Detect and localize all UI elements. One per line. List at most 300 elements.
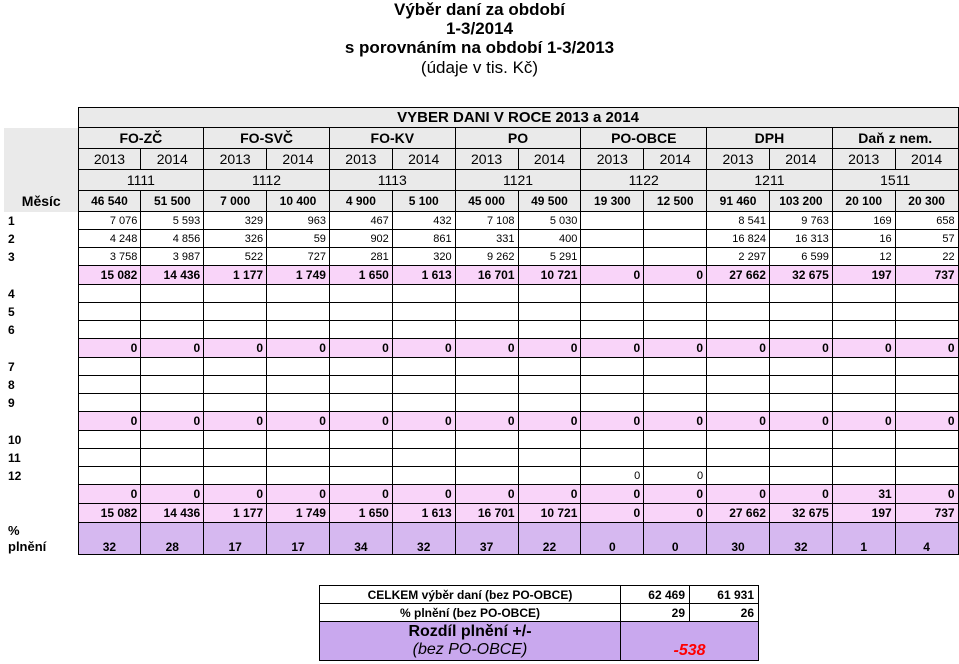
month-cell: 12 [4,467,78,485]
value-cell: 17 [204,523,267,555]
value-cell [78,467,141,485]
value-cell [832,376,895,394]
value-cell: 0 [329,339,392,358]
value-cell [644,285,707,303]
value-cell: 0 [581,523,644,555]
month-label: Měsíc [4,191,78,212]
month-row [4,394,958,412]
value-cell: 522 [204,248,267,266]
value-cell: 31 [832,485,895,504]
value-cell: 0 [581,412,644,431]
value-cell [204,376,267,394]
value-cell: 1 177 [204,504,267,523]
value-cell [329,321,392,339]
value-cell [581,321,644,339]
table-heading-row [4,108,958,128]
year-header: 2014 [518,149,581,170]
value-cell: 0 [267,339,330,358]
value-cell: 0 [78,412,141,431]
year-header: 2014 [644,149,707,170]
value-cell [267,321,330,339]
value-cell [267,467,330,485]
month-cell: 9 [4,394,78,412]
value-cell: 0 [769,412,832,431]
value-cell: 0 [581,339,644,358]
value-cell [707,431,770,449]
value-cell: 331 [455,230,518,248]
value-cell: 5 593 [141,212,204,230]
value-cell [832,467,895,485]
value-cell [392,467,455,485]
value-cell: 14 436 [141,504,204,523]
value-cell [707,394,770,412]
value-cell [455,394,518,412]
summary-row-percent [320,604,759,622]
value-cell [78,431,141,449]
month-cell: 3 [4,248,78,266]
value-cell: 0 [267,412,330,431]
value-cell [769,358,832,376]
value-cell [392,394,455,412]
value-cell [329,449,392,467]
value-cell [581,376,644,394]
value-cell: 0 [392,412,455,431]
value-cell [141,321,204,339]
month-cell: 10 [4,431,78,449]
value-cell [455,431,518,449]
value-cell: 9 763 [769,212,832,230]
month-row [4,285,958,303]
value-cell: 0 [895,485,958,504]
value-cell: 1 613 [392,266,455,285]
value-cell [644,212,707,230]
year-header: 2013 [707,149,770,170]
value-cell: 0 [832,339,895,358]
value-cell [267,303,330,321]
month-cell: % plnění [4,523,78,555]
group-header: PO [455,128,581,149]
value-cell [204,321,267,339]
value-cell [78,285,141,303]
value-cell: 0 [204,412,267,431]
report-units: (údaje v tis. Kč) [420,58,539,77]
value-cell [895,321,958,339]
value-cell [518,358,581,376]
budget-row [4,191,958,212]
value-cell: 0 [644,266,707,285]
value-cell: 197 [832,266,895,285]
value-cell [518,303,581,321]
value-cell: 4 856 [141,230,204,248]
value-cell [329,303,392,321]
value-cell [518,449,581,467]
value-cell [644,394,707,412]
value-cell: 861 [392,230,455,248]
value-cell: 432 [392,212,455,230]
summary-row-total [320,586,759,604]
value-cell: 3 758 [78,248,141,266]
value-cell [267,376,330,394]
value-cell: 0 [581,266,644,285]
value-cell: 14 436 [141,266,204,285]
month-row [4,376,958,394]
year-header: 2014 [769,149,832,170]
value-cell [832,303,895,321]
value-cell: 0 [141,485,204,504]
summary-value-2013: 62 469 [621,586,690,604]
value-cell [518,467,581,485]
value-cell [329,285,392,303]
value-cell: 0 [895,412,958,431]
value-cell: 32 [78,523,141,555]
budget-cell: 7 000 [204,191,267,212]
value-cell [455,467,518,485]
summary-row-difference [320,622,759,661]
value-cell [392,431,455,449]
value-cell [895,303,958,321]
year-header: 2013 [204,149,267,170]
value-cell [644,303,707,321]
summary-value-2014: 26 [690,604,759,622]
value-cell: 0 [141,412,204,431]
value-cell [267,394,330,412]
month-cell: 4 [4,285,78,303]
value-cell [644,376,707,394]
difference-number: -538 [673,642,706,659]
value-cell [455,358,518,376]
year-header: 2013 [832,149,895,170]
value-cell [267,431,330,449]
month-row [4,303,958,321]
budget-cell: 91 460 [707,191,770,212]
value-cell [78,376,141,394]
value-cell [204,449,267,467]
value-cell [204,431,267,449]
value-cell [78,321,141,339]
value-cell: 27 662 [707,266,770,285]
report-title-line1: Výběr daní za období [394,0,565,19]
sum-row [4,485,958,504]
code-header: 1511 [832,170,958,191]
corner-cell [4,149,78,170]
value-cell: 0 [329,485,392,504]
value-cell: 32 675 [769,266,832,285]
month-cell: 8 [4,376,78,394]
value-cell: 16 [832,230,895,248]
month-cell: 5 [4,303,78,321]
value-cell: 467 [329,212,392,230]
sum-row [4,412,958,431]
value-cell: 0 [832,412,895,431]
budget-cell: 49 500 [518,191,581,212]
month-row [4,449,958,467]
code-header: 1111 [78,170,204,191]
year-header: 2014 [895,149,958,170]
value-cell [707,467,770,485]
value-cell [392,321,455,339]
value-cell [832,449,895,467]
value-cell: 0 [644,412,707,431]
value-cell: 169 [832,212,895,230]
value-cell [707,376,770,394]
value-cell [204,285,267,303]
group-header: FO-ZČ [78,128,204,149]
value-cell: 329 [204,212,267,230]
value-cell [204,358,267,376]
value-cell: 0 [707,485,770,504]
value-cell [581,431,644,449]
budget-cell: 10 400 [267,191,330,212]
value-cell [518,376,581,394]
value-cell: 15 082 [78,504,141,523]
value-cell [707,321,770,339]
value-cell [769,303,832,321]
value-cell: 737 [895,266,958,285]
value-cell [267,358,330,376]
year-row [4,149,958,170]
value-cell [141,303,204,321]
value-cell [832,431,895,449]
group-header: FO-KV [329,128,455,149]
value-cell: 1 749 [267,504,330,523]
year-header: 2014 [141,149,204,170]
value-cell: 658 [895,212,958,230]
month-cell: 11 [4,449,78,467]
year-header: 2013 [78,149,141,170]
value-cell [644,230,707,248]
value-cell [455,376,518,394]
value-cell: 1 177 [204,266,267,285]
year-header: 2013 [329,149,392,170]
value-cell [204,394,267,412]
report-title-line3: s porovnáním na období 1-3/2013 [344,38,615,57]
value-cell [581,358,644,376]
value-cell: 0 [78,339,141,358]
value-cell: 400 [518,230,581,248]
budget-cell: 46 540 [78,191,141,212]
value-cell [329,358,392,376]
value-cell: 30 [707,523,770,555]
value-cell [769,449,832,467]
corner-cell [4,128,78,149]
value-cell: 737 [895,504,958,523]
value-cell [644,449,707,467]
value-cell: 32 675 [769,504,832,523]
value-cell [329,376,392,394]
month-row [4,358,958,376]
month-cell: 2 [4,230,78,248]
value-cell [895,467,958,485]
value-cell: 0 [644,467,707,485]
value-cell: 22 [518,523,581,555]
group-header: FO-SVČ [204,128,330,149]
value-cell: 16 701 [455,504,518,523]
value-cell [518,285,581,303]
value-cell [895,431,958,449]
value-cell [455,321,518,339]
code-header: 1211 [707,170,833,191]
tax-table [4,107,959,555]
value-cell: 10 721 [518,504,581,523]
value-cell: 0 [455,412,518,431]
month-row [4,467,958,485]
value-cell [769,321,832,339]
value-cell: 0 [581,485,644,504]
month-row [4,321,958,339]
summary-value-2013: 29 [621,604,690,622]
value-cell [769,285,832,303]
value-cell: 5 291 [518,248,581,266]
value-cell: 10 721 [518,266,581,285]
value-cell: 902 [329,230,392,248]
value-cell: 197 [832,504,895,523]
value-cell: 1 650 [329,504,392,523]
value-cell: 6 599 [769,248,832,266]
value-cell: 326 [204,230,267,248]
value-cell: 57 [895,230,958,248]
value-cell [707,449,770,467]
value-cell [581,248,644,266]
value-cell [392,285,455,303]
value-cell: 0 [518,412,581,431]
value-cell [141,358,204,376]
value-cell: 0 [769,339,832,358]
value-cell: 0 [392,339,455,358]
code-row [4,170,958,191]
summary-table [319,585,759,661]
value-cell: 281 [329,248,392,266]
value-cell [392,376,455,394]
value-cell [707,303,770,321]
value-cell: 16 824 [707,230,770,248]
value-cell [832,285,895,303]
value-cell: 34 [329,523,392,555]
value-cell [78,358,141,376]
value-cell: 16 701 [455,266,518,285]
month-cell [4,504,78,523]
value-cell: 0 [329,412,392,431]
month-cell: 1 [4,212,78,230]
value-cell [644,321,707,339]
tot-row [4,504,958,523]
month-cell [4,485,78,504]
value-cell [581,394,644,412]
group-header: DPH [707,128,833,149]
value-cell [769,467,832,485]
budget-cell: 20 100 [832,191,895,212]
value-cell [141,431,204,449]
value-cell [707,285,770,303]
value-cell: 15 082 [78,266,141,285]
value-cell [329,394,392,412]
value-cell [769,376,832,394]
year-header: 2013 [581,149,644,170]
value-cell: 0 [204,339,267,358]
corner-cell [4,170,78,191]
value-cell: 28 [141,523,204,555]
value-cell [769,394,832,412]
value-cell [392,449,455,467]
difference-label-line2: (bez PO-OBCE) [412,641,528,658]
value-cell: 32 [392,523,455,555]
summary-label: % plnění (bez PO-OBCE) [320,604,621,622]
budget-cell: 103 200 [769,191,832,212]
summary-label: CELKEM výběr daní (bez PO-OBCE) [320,586,621,604]
value-cell: 5 030 [518,212,581,230]
value-cell: 32 [769,523,832,555]
value-cell: 0 [644,523,707,555]
value-cell: 0 [581,504,644,523]
pct-row [4,523,958,555]
value-cell [78,394,141,412]
group-row [4,128,958,149]
value-cell: 1 613 [392,504,455,523]
value-cell: 0 [644,485,707,504]
value-cell: 27 662 [707,504,770,523]
month-row [4,248,958,266]
value-cell [518,394,581,412]
value-cell: 0 [392,485,455,504]
value-cell: 0 [267,485,330,504]
value-cell: 0 [455,339,518,358]
value-cell [581,303,644,321]
budget-cell: 5 100 [392,191,455,212]
summary-value-2014: 61 931 [690,586,759,604]
budget-cell: 51 500 [141,191,204,212]
value-cell [707,358,770,376]
value-cell [895,449,958,467]
budget-cell: 12 500 [644,191,707,212]
value-cell [644,358,707,376]
value-cell: 1 749 [267,266,330,285]
month-row [4,212,958,230]
value-cell: 1 650 [329,266,392,285]
budget-cell: 45 000 [455,191,518,212]
value-cell [204,303,267,321]
code-header: 1113 [329,170,455,191]
value-cell: 16 313 [769,230,832,248]
value-cell: 0 [581,467,644,485]
code-header: 1121 [455,170,581,191]
value-cell [518,431,581,449]
value-cell [769,431,832,449]
value-cell: 22 [895,248,958,266]
month-cell [4,339,78,358]
value-cell: 37 [455,523,518,555]
sum-row [4,266,958,285]
value-cell: 0 [707,412,770,431]
value-cell [455,285,518,303]
value-cell: 59 [267,230,330,248]
value-cell [141,285,204,303]
value-cell: 0 [518,485,581,504]
value-cell: 0 [644,339,707,358]
value-cell: 320 [392,248,455,266]
value-cell: 3 987 [141,248,204,266]
value-cell: 2 297 [707,248,770,266]
value-cell [455,449,518,467]
value-cell: 0 [769,485,832,504]
value-cell [895,358,958,376]
value-cell [895,394,958,412]
value-cell: 1 [832,523,895,555]
code-header: 1112 [204,170,330,191]
group-header: Daň z nem. [832,128,958,149]
value-cell [455,303,518,321]
value-cell: 8 541 [707,212,770,230]
budget-cell: 20 300 [895,191,958,212]
value-cell [581,449,644,467]
